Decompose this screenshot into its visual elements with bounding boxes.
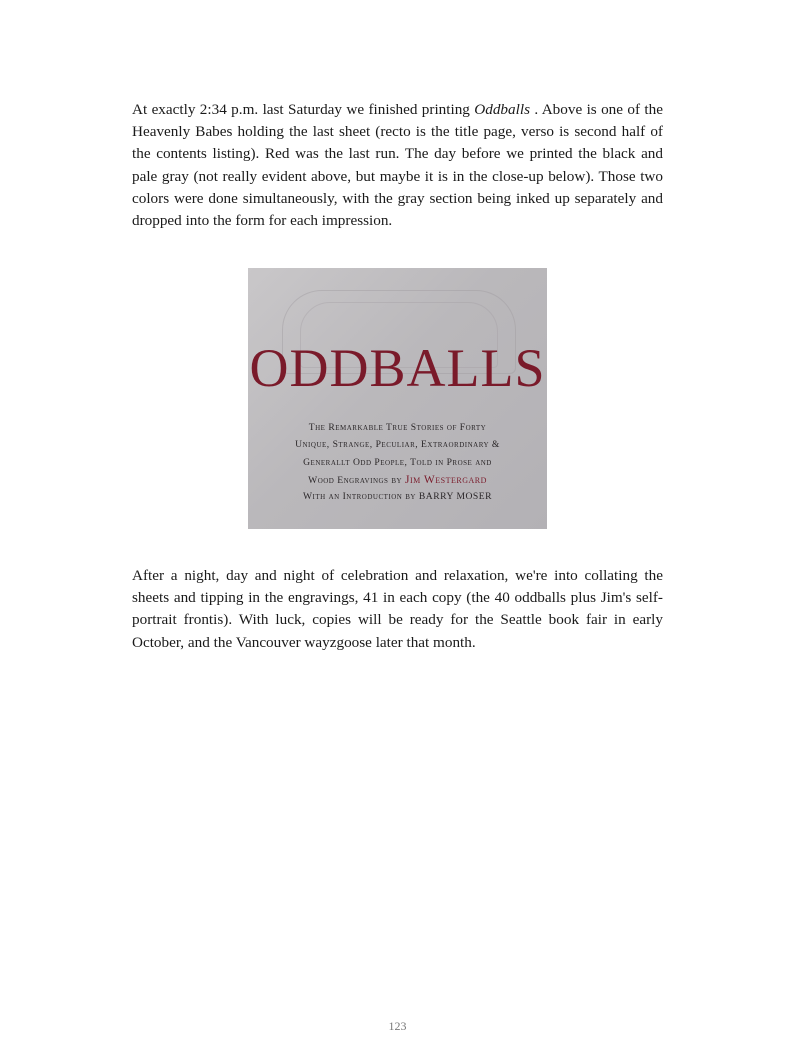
title-page-photo xyxy=(248,268,547,529)
photo-subtitle-line-2: Unique, Strange, Peculiar, Extraordinary & xyxy=(295,439,500,450)
photo-engravings-by: Wood Engravings by xyxy=(308,475,405,486)
photo-subtitle-line-5: With an Introduction by BARRY MOSER xyxy=(302,491,492,502)
paragraph1-rest: . Above is one of the Heavenly Babes holding the last sheet (recto is the title page, verso is second half of the contents listing). Red was the last run. The day before we printed the black and pale gray (not really evident above, but maybe it is in the close-up below). Those two colors were done simultaneously, with the gray section being inked up separately and dropped into the form for each impression. xyxy=(132,101,663,230)
photo-subtitle-line-3: Generallt Odd People, Told in Prose and xyxy=(303,457,492,468)
paragraph-printing-finished xyxy=(132,99,663,232)
photo-subtitle-line-1: The Remarkable True Stories of Forty xyxy=(308,422,487,433)
paragraph-collating: After a night, day and night of celebration and relaxation, we're into collating the sheets and tipping in the engravings, 41 in each copy (the 40 oddballs plus Jim's self-portrait frontis). With luck, copies will be ready for the Seattle book fair in early October, and the Vancouver wayzgoose later that month. xyxy=(132,567,663,651)
paragraph1-lead: At exactly 2:34 p.m. last Saturday we finished printing xyxy=(132,101,475,118)
photo-book-title: ODDBALLS xyxy=(249,338,546,398)
photo-subtitle-line-4 xyxy=(248,474,547,487)
photo-author-name: Jim Westergard xyxy=(404,474,487,486)
book-title-italic: Oddballs xyxy=(474,101,530,118)
page-number: 123 xyxy=(388,1019,407,1033)
